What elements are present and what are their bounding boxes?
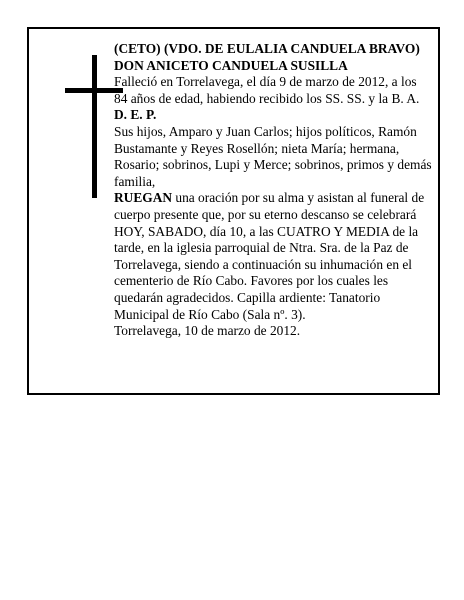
deceased-name: DON ANICETO CANDUELA SUSILLA bbox=[114, 57, 348, 73]
death-statement: Falleció en Torrelavega, el día 9 de marzo de 2012, a los 84 años de edad, habiendo recibido los SS. SS. y la B. A. bbox=[114, 74, 420, 106]
cross-vertical-bar bbox=[92, 55, 97, 198]
family-alias: (CETO) (VDO. DE EULALIA CANDUELA BRAVO) bbox=[114, 41, 420, 56]
place-and-date: Torrelavega, 10 de marzo de 2012. bbox=[114, 323, 301, 339]
mourners-list: Sus hijos, Amparo y Juan Carlos; hijos políticos, Ramón Bustamante y Reyes Rosellón; nieta María; hermana, Rosario; sobrinos, Lupi y Merce; sobrinos, primos y demás familia, bbox=[114, 123, 432, 189]
funeral-request bbox=[114, 190, 432, 323]
rest-in-peace: D. E. P. bbox=[114, 107, 157, 123]
notice-body bbox=[114, 41, 432, 340]
obituary-notice bbox=[27, 27, 440, 395]
request-text: una oración por su alma y asistan al funeral de cuerpo presente que, por su eterno descanso se celebrará HOY, SABADO, día 10, a las CUATRO Y MEDIA de la tarde, en la iglesia parroquial de Ntra. Sra. de la Paz de Torrelavega, siendo a continuación su inhumación en el cementerio de Río Cabo. Favores por los cuales les quedarán agradecidos. Capilla ardiente: Tanatorio Municipal de Río Cabo (Sala nº. 3). bbox=[114, 190, 425, 322]
request-word: RUEGAN bbox=[114, 190, 173, 206]
